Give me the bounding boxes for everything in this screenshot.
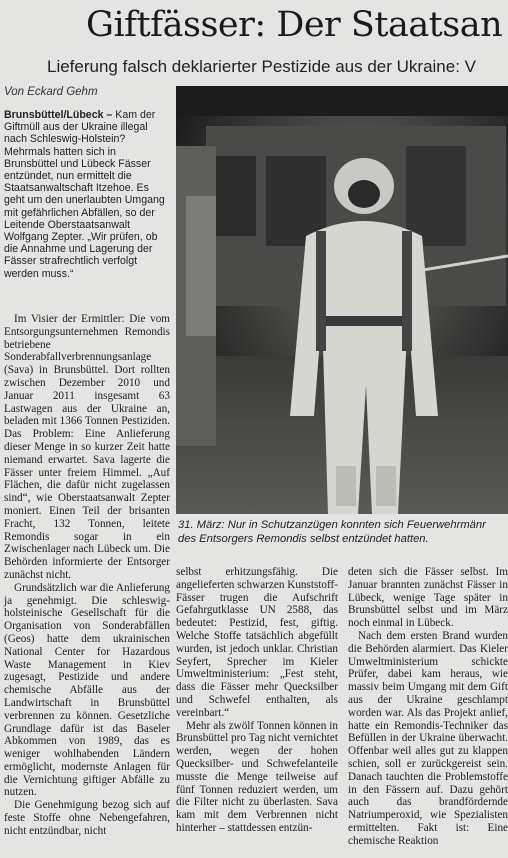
paragraph: Mehr als zwölf Tonnen können in Brunsbüttel pro Tag nicht vernichtet werden, wegen der hohen Quecksilber- und Schwefelanteile musste die Menge teilweise auf fünf Tonnen reduziert werden, um die Filter nicht zu überlasten. Sava kam mit dem Verbrennen nicht hinterher – stattdessen entzün-	[176, 719, 338, 834]
headline: Giftfässer: Der Staatsan	[86, 5, 503, 45]
subheadline: Lieferung falsch deklarierter Pestizide aus der Ukraine: V	[47, 57, 476, 76]
firefighter-hazmat-photo	[176, 86, 508, 514]
paragraph: Grundsätzlich war die Anlieferung ja genehmigt. Die schleswig-holsteinische Gesellschaft für die Organisation von Sonderabfällen (Geos) hatte dem ukrainischen National Center for Hazardous Waste Management in Kiev zugesagt, Pestizide und andere chemische Abfälle aus der Landwirtschaft in Brunsbüttel verbrennen zu können. Gesetzliche Grundlage dafür ist das Baseler Abkommen von 1989, das es weniger wohlhabenden Ländern ermöglicht, modernste Anlagen für die Vernichtung giftiger Abfälle zu nutzen.	[4, 581, 170, 799]
paragraph: Im Visier der Ermittler: Die vom Entsorgungsunternehmen Remondis betriebene Sonderabfallverbrennungsanlage (Sava) in Brunsbüttel. Dort rollten zwischen Dezember 2010 und Januar 2011 insgesamt 63 Lastwagen aus der Ukraine an, beladen mit 1366 Tonnen Pestiziden. Das Problem: Eine Anlieferung dieser Menge in so kurzer Zeit hatte niemand erwartet. Sava lagerte die Fässer unter freiem Himmel. „Auf Flächen, die dafür nicht zugelassen sind“, wie Oberstaatsanwalt Zepter moniert. Einen Teil der brisanten Fracht, 132 Tonnen, leitete Remondis sogar in ein Zwischenlager nach Lübeck um. Die Behörden informierte der Entsorger zunächst nicht.	[4, 313, 170, 581]
photo-caption	[178, 518, 508, 546]
article-column-1	[4, 313, 170, 838]
paragraph: Nach dem ersten Brand wurden die Behörden alarmiert. Das Kieler Umweltministerium schickte Prüfer, dabei kam heraus, wie massiv beim Umgang mit dem Gift aus der Ukraine geschlampt worden war. Als das Projekt anlief, hatte ein Remondis-Techniker das Befüllen in der Ukraine überwacht. Offenbar weil alles gut zu klappen schien, soll er zurückgereist sein. Danach tauchten die Problemstoffe in den Fässern auf. Dazu gehört auch das brandfördernde Natriumperoxid, wie Spezialisten ermittelten. Fakt ist: Eine chemische Reaktion	[348, 629, 508, 847]
paragraph: deten sich die Fässer selbst. Im Januar brannten zunächst Fässer in Lübeck, wenige Tage später in Brunsbüttel selbst und im März noch einmal in Lübeck.	[348, 566, 508, 630]
caption-line: des Entsorgers Remondis selbst entzündet hatten.	[178, 533, 429, 545]
lead-paragraph	[4, 109, 170, 280]
article-column-2	[176, 566, 338, 835]
lead-text: Kam der Giftmüll aus der Ukraine illegal nach Schleswig-Holstein? Mehrmals hatten sich in Brunsbüttel und Lübeck Fässer entzündet, nun ermittelt die Staatsanwaltschaft Itzehoe. Es geht um den unerlaubten Umgang mit gefährlichen Abfällen, so der Leitende Oberstaatsanwalt Wolfgang Zepter. „Wir prüfen, ob die Annahme und Lagerung der Fässer strafrechtlich verfolgt werden muss.“	[4, 109, 165, 280]
paragraph: Die Genehmigung bezog sich auf feste Stoffe ohne Nebengefahren, nicht entzündbar, nicht	[4, 799, 170, 837]
byline: Von Eckard Gehm	[4, 86, 98, 98]
news-photo	[176, 86, 508, 514]
paragraph: selbst erhitzungsfähig. Die angelieferten schwarzen Kunststoff-Fässer trugen die Aufschrift Gefahrgutklasse UN 2588, das bedeutet: Pestizid, fest, giftig. Welche Stoffe tatsächlich abgefüllt wurden, ist jedoch unklar. Christian Seyfert, Sprecher im Kieler Umweltministerium: „Fest steht, dass die Fässer mehr Quecksilber und Schwefel enthalten, als vereinbart.“	[176, 566, 338, 719]
article-column-3	[348, 566, 508, 848]
dateline: Brunsbüttel/Lübeck –	[4, 109, 113, 121]
caption-line: 31. März: Nur in Schutzanzügen konnten sich Feuerwehrmänr	[178, 519, 486, 531]
